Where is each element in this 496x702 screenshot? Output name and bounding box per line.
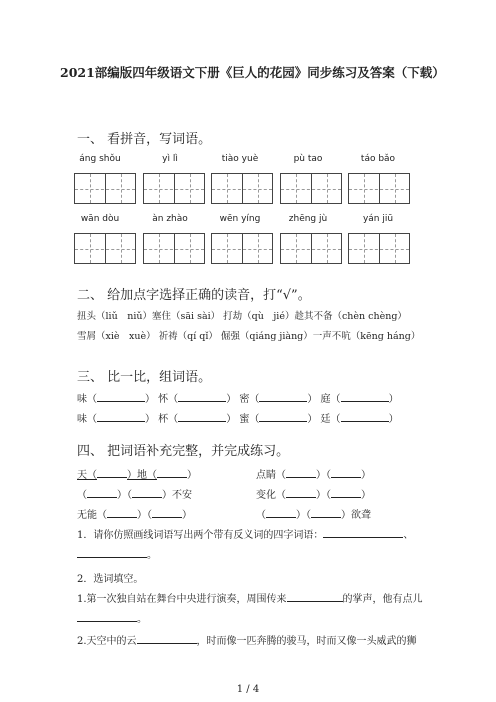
reading-line-2: 雪屑（xiè xuè） 祈祷（qí qǐ） 倔强（qiáng jiàng）一声不吭（kēng háng） <box>77 331 421 342</box>
writing-grid[interactable] <box>143 173 205 204</box>
pinyin: táo bǎo <box>360 154 396 164</box>
question-2-item-1: 1.第一次独自站在舞台中央进行演奏，周围传来 的掌声，他有点儿 <box>77 590 423 605</box>
writing-grid[interactable] <box>211 233 273 264</box>
pinyin: yán jiū <box>362 214 394 224</box>
question-2-item-2: 2.天空中的云 ，时而像一匹奔腾的骏马，时而又像一头威武的狮 <box>77 632 417 647</box>
compare-line-1: 味（ ） 怀（ ） 密（ ） 庭（ ） <box>77 390 399 405</box>
writing-grid[interactable] <box>74 233 136 264</box>
document-title: 2021部编版四年级语文下册《巨人的花园》同步练习及答案（下载） <box>60 65 445 80</box>
pinyin: yì lì <box>162 154 178 164</box>
pinyin: wēn yíng <box>219 214 261 224</box>
compare-line-2: 味（ ） 杯（ ） 蜜（ ） 廷（ ） <box>77 410 399 425</box>
pinyin: zhēng jù <box>288 214 328 224</box>
writing-grid[interactable] <box>211 173 273 204</box>
pinyin: wān dòu <box>80 214 120 224</box>
reading-line-1: 扭头（liǔ niǔ）塞住（sāi sài） 打劫（qù jié）趁其不备（chèn chèng） <box>77 311 407 322</box>
writing-grid[interactable] <box>74 173 136 204</box>
writing-grid[interactable] <box>348 233 410 264</box>
section-1-heading: 一、 看拼音，写词语。 <box>77 132 212 147</box>
question-1-continued: 。 <box>77 546 157 561</box>
question-1: 1．请你仿照画线词语写出两个带有反义词的四字词语： 、 <box>77 526 413 541</box>
section-3-heading: 三、 比一比，组词语。 <box>77 370 212 385</box>
pinyin: àn zhào <box>152 214 188 224</box>
idiom-row-b: 点睛（ ）（ ） <box>256 466 371 481</box>
idiom-row-d: 变化（ ）（ ） <box>256 486 371 501</box>
writing-grid[interactable] <box>143 233 205 264</box>
pinyin: pù tao <box>293 154 323 164</box>
section-4-heading: 四、 把词语补充完整，并完成练习。 <box>77 444 290 459</box>
section-2-heading: 二、 给加点字选择正确的读音，打“√”。 <box>77 288 311 303</box>
pinyin: tiào yuè <box>221 154 259 164</box>
page-number: 1 / 4 <box>236 684 260 695</box>
question-2-item-1-continued: 。 <box>77 610 147 625</box>
writing-grid[interactable] <box>348 173 410 204</box>
question-2: 2．选词填空。 <box>77 574 144 585</box>
idiom-row-c: （ ）（ ）不安 <box>77 486 192 501</box>
idiom-row-a: 天（ ）地（ ） <box>77 466 197 481</box>
pinyin: áng shǒu <box>79 154 121 164</box>
writing-grid[interactable] <box>280 233 342 264</box>
idiom-row-f: （ ）（ ）欲聋 <box>256 506 371 521</box>
writing-grid[interactable] <box>280 173 342 204</box>
idiom-row-e: 无能（ ）（ ） <box>77 506 192 521</box>
